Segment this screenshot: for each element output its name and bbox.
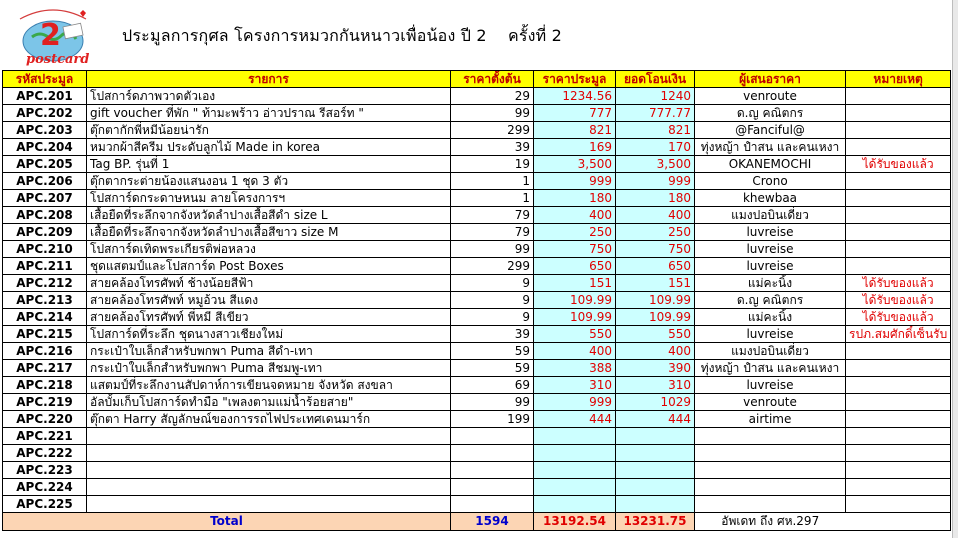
- cell-note[interactable]: [846, 173, 951, 190]
- table-body: [3, 88, 951, 513]
- cell-item[interactable]: [87, 496, 451, 513]
- cell-code[interactable]: APC.221: [3, 428, 87, 445]
- cell-note[interactable]: [846, 462, 951, 479]
- table-row: [3, 462, 951, 479]
- cell-item[interactable]: สายคล้องโทรศัพท์ หมูอ้วน สีแดง: [87, 292, 451, 309]
- cell-bidder[interactable]: แม่คะนิ้ง: [695, 275, 846, 292]
- total-bid-price[interactable]: 13192.54: [534, 513, 616, 531]
- cell-code[interactable]: APC.225: [3, 496, 87, 513]
- column-header-note[interactable]: หมายเหตุ: [846, 71, 951, 88]
- table-row: [3, 241, 951, 258]
- cell-transfer[interactable]: 1240: [616, 88, 695, 105]
- cell-item[interactable]: กระเป๋าใบเล็กสำหรับพกพา Puma สีชมพู-เทา: [87, 360, 451, 377]
- table-row: [3, 309, 951, 326]
- cell-item[interactable]: ตุ๊กตา Harry สัญลักษณ์ของการรถไฟประเทศเดนมาร์ก: [87, 411, 451, 428]
- cell-note[interactable]: [846, 105, 951, 122]
- cell-item[interactable]: โปสการ์ดภาพวาดตัวเอง: [87, 88, 451, 105]
- cell-bidder[interactable]: OKANEMOCHI: [695, 156, 846, 173]
- updated-note[interactable]: อัพเดท ถึง ศห.297: [695, 513, 846, 531]
- cell-bid-price[interactable]: 169: [534, 139, 616, 156]
- table-row: [3, 275, 951, 292]
- cell-bidder[interactable]: ด.ญ คณิตกร: [695, 105, 846, 122]
- cell-note[interactable]: [846, 360, 951, 377]
- cell-note[interactable]: ได้รับของแล้ว: [846, 292, 951, 309]
- cell-bid-price[interactable]: 777: [534, 105, 616, 122]
- cell-bid-price[interactable]: 1234.56: [534, 88, 616, 105]
- cell-note[interactable]: รปภ.สมศักดิ์เซ็นรับ: [846, 326, 951, 343]
- cell-note[interactable]: [846, 428, 951, 445]
- cell-bidder[interactable]: luvreise: [695, 258, 846, 275]
- cell-item[interactable]: โปสการ์ดกระดาษหนม ลายโครงการฯ: [87, 190, 451, 207]
- cell-bid-price[interactable]: 821: [534, 122, 616, 139]
- cell-note[interactable]: [846, 343, 951, 360]
- cell-code[interactable]: APC.216: [3, 343, 87, 360]
- cell-bid-price[interactable]: 999: [534, 394, 616, 411]
- cell-note[interactable]: ได้รับของแล้ว: [846, 309, 951, 326]
- cell-bid-price[interactable]: 750: [534, 241, 616, 258]
- cell-note[interactable]: [846, 207, 951, 224]
- svg-text:2: 2: [40, 18, 61, 53]
- cell-transfer[interactable]: 151: [616, 275, 695, 292]
- cell-item[interactable]: อัลบั้มเก็บโปสการ์ดทำมือ "เพลงตามแม่น้ำร้อยสาย": [87, 394, 451, 411]
- cell-note[interactable]: [846, 258, 951, 275]
- cell-code[interactable]: APC.214: [3, 309, 87, 326]
- cell-item[interactable]: gift voucher ที่พัก " ท้ามะพร้าว อ่าวปราณ รีสอร์ท ": [87, 105, 451, 122]
- cell-bid-price[interactable]: [534, 479, 616, 496]
- blank-cell[interactable]: [846, 513, 951, 531]
- cell-start-price[interactable]: 199: [451, 411, 534, 428]
- cell-code[interactable]: APC.202: [3, 105, 87, 122]
- cell-transfer[interactable]: 180: [616, 190, 695, 207]
- table-row: [3, 411, 951, 428]
- cell-bidder[interactable]: แมงปอบินเดี่ยว: [695, 207, 846, 224]
- postcard-club-logo: [10, 5, 96, 67]
- cell-note[interactable]: [846, 394, 951, 411]
- cell-bidder[interactable]: airtime: [695, 411, 846, 428]
- cell-code[interactable]: APC.220: [3, 411, 87, 428]
- cell-start-price[interactable]: [451, 496, 534, 513]
- table-row: [3, 173, 951, 190]
- cell-bidder[interactable]: @Fanciful@: [695, 122, 846, 139]
- cell-transfer[interactable]: [616, 462, 695, 479]
- cell-start-price[interactable]: 29: [451, 88, 534, 105]
- table-row: [3, 496, 951, 513]
- cell-start-price[interactable]: 99: [451, 394, 534, 411]
- cell-bidder[interactable]: luvreise: [695, 377, 846, 394]
- cell-bidder[interactable]: ด.ญ คณิตกร: [695, 292, 846, 309]
- cell-start-price[interactable]: 79: [451, 207, 534, 224]
- cell-transfer[interactable]: 777.77: [616, 105, 695, 122]
- cell-start-price[interactable]: [451, 445, 534, 462]
- cell-start-price[interactable]: 9: [451, 292, 534, 309]
- cell-code[interactable]: APC.212: [3, 275, 87, 292]
- cell-transfer[interactable]: 444: [616, 411, 695, 428]
- cell-item[interactable]: [87, 479, 451, 496]
- cell-bid-price[interactable]: [534, 462, 616, 479]
- cell-item[interactable]: โปสการ์ดที่ระลึก ชุดนางสาวเชียงใหม่: [87, 326, 451, 343]
- cell-note[interactable]: [846, 411, 951, 428]
- cell-transfer[interactable]: 390: [616, 360, 695, 377]
- cell-item[interactable]: โปสการ์ดเทิดพระเกียรติพ่อหลวง: [87, 241, 451, 258]
- table-row: [3, 122, 951, 139]
- cell-transfer[interactable]: 170: [616, 139, 695, 156]
- cell-bid-price[interactable]: 3,500: [534, 156, 616, 173]
- cell-code[interactable]: APC.206: [3, 173, 87, 190]
- cell-item[interactable]: เสื้อยืดที่ระลึกจากจังหวัดลำปางเสื้อสีดำ size L: [87, 207, 451, 224]
- total-transfer[interactable]: 13231.75: [616, 513, 695, 531]
- cell-start-price[interactable]: 79: [451, 224, 534, 241]
- table-row: [3, 105, 951, 122]
- cell-item[interactable]: สายคล้องโทรศัพท์ ช้างน้อยสีฟ้า: [87, 275, 451, 292]
- cell-bid-price[interactable]: 999: [534, 173, 616, 190]
- table-row: [3, 445, 951, 462]
- column-header-bidder[interactable]: ผู้เสนอราคา: [695, 71, 846, 88]
- cell-bidder[interactable]: [695, 479, 846, 496]
- cell-bid-price[interactable]: 109.99: [534, 309, 616, 326]
- cell-code[interactable]: APC.213: [3, 292, 87, 309]
- cell-code[interactable]: APC.217: [3, 360, 87, 377]
- cell-item[interactable]: แสตมป์ที่ระลึกงานสัปดาห์การเขียนจดหมาย จังหวัด สงขลา: [87, 377, 451, 394]
- cell-transfer[interactable]: 821: [616, 122, 695, 139]
- cell-item[interactable]: Tag BP. รุ่นที่ 1: [87, 156, 451, 173]
- cell-bid-price[interactable]: 400: [534, 207, 616, 224]
- cell-bidder[interactable]: venroute: [695, 88, 846, 105]
- cell-bidder[interactable]: แม่คะนิ้ง: [695, 309, 846, 326]
- table-row: [3, 394, 951, 411]
- cell-note[interactable]: [846, 190, 951, 207]
- cell-transfer[interactable]: 1029: [616, 394, 695, 411]
- cell-bidder[interactable]: luvreise: [695, 241, 846, 258]
- window-edge: [952, 0, 958, 538]
- table-row: [3, 224, 951, 241]
- cell-item[interactable]: [87, 462, 451, 479]
- cell-note[interactable]: [846, 88, 951, 105]
- cell-start-price[interactable]: 39: [451, 139, 534, 156]
- cell-start-price[interactable]: 69: [451, 377, 534, 394]
- cell-bidder[interactable]: [695, 445, 846, 462]
- cell-code[interactable]: APC.211: [3, 258, 87, 275]
- table-row: [3, 479, 951, 496]
- cell-start-price[interactable]: 99: [451, 241, 534, 258]
- cell-transfer[interactable]: [616, 428, 695, 445]
- cell-code[interactable]: APC.207: [3, 190, 87, 207]
- cell-bidder[interactable]: ทุ่งหญ้า ปำสน และคนเหงา: [695, 360, 846, 377]
- cell-start-price[interactable]: 9: [451, 309, 534, 326]
- cell-start-price[interactable]: 39: [451, 326, 534, 343]
- cell-item[interactable]: สายคล้องโทรศัพท์ พี่หมี สีเขียว: [87, 309, 451, 326]
- table-row: [3, 139, 951, 156]
- cell-start-price[interactable]: 59: [451, 360, 534, 377]
- cell-start-price[interactable]: 299: [451, 258, 534, 275]
- cell-transfer[interactable]: [616, 445, 695, 462]
- cell-code[interactable]: APC.219: [3, 394, 87, 411]
- cell-transfer[interactable]: 999: [616, 173, 695, 190]
- cell-transfer[interactable]: 400: [616, 207, 695, 224]
- table-row: [3, 377, 951, 394]
- cell-item[interactable]: ตุ๊กตากระต่ายน้องแสนงอน 1 ชุด 3 ตัว: [87, 173, 451, 190]
- total-row: [3, 513, 951, 531]
- cell-note[interactable]: ได้รับของแล้ว: [846, 156, 951, 173]
- cell-transfer[interactable]: 3,500: [616, 156, 695, 173]
- cell-item[interactable]: [87, 428, 451, 445]
- cell-item[interactable]: [87, 445, 451, 462]
- total-label[interactable]: Total: [3, 513, 451, 531]
- table-row: [3, 88, 951, 105]
- cell-bid-price[interactable]: 550: [534, 326, 616, 343]
- cell-item[interactable]: ตุ๊กตากักพี่หมีน้อยน่ารัก: [87, 122, 451, 139]
- cell-bid-price[interactable]: 388: [534, 360, 616, 377]
- cell-code[interactable]: APC.215: [3, 326, 87, 343]
- cell-note[interactable]: [846, 139, 951, 156]
- table-row: [3, 326, 951, 343]
- cell-code[interactable]: APC.209: [3, 224, 87, 241]
- cell-start-price[interactable]: 299: [451, 122, 534, 139]
- cell-note[interactable]: [846, 224, 951, 241]
- cell-note[interactable]: [846, 241, 951, 258]
- cell-start-price[interactable]: [451, 428, 534, 445]
- cell-bidder[interactable]: [695, 462, 846, 479]
- cell-start-price[interactable]: 99: [451, 105, 534, 122]
- cell-start-price[interactable]: 59: [451, 343, 534, 360]
- header-row: [3, 71, 951, 88]
- total-start-price[interactable]: 1594: [451, 513, 534, 531]
- cell-bid-price[interactable]: [534, 496, 616, 513]
- cell-transfer[interactable]: 250: [616, 224, 695, 241]
- table-row: [3, 207, 951, 224]
- column-header-transfer[interactable]: ยอดโอนเงิน: [616, 71, 695, 88]
- cell-bidder[interactable]: Crono: [695, 173, 846, 190]
- table-row: [3, 156, 951, 173]
- cell-transfer[interactable]: 550: [616, 326, 695, 343]
- cell-bid-price[interactable]: 250: [534, 224, 616, 241]
- cell-bidder[interactable]: luvreise: [695, 224, 846, 241]
- sheet-header: [0, 0, 958, 70]
- cell-transfer[interactable]: [616, 496, 695, 513]
- cell-code[interactable]: APC.201: [3, 88, 87, 105]
- cell-transfer[interactable]: 400: [616, 343, 695, 360]
- cell-bidder[interactable]: venroute: [695, 394, 846, 411]
- cell-transfer[interactable]: [616, 479, 695, 496]
- cell-code[interactable]: APC.204: [3, 139, 87, 156]
- cell-start-price[interactable]: 1: [451, 173, 534, 190]
- column-header-start-price[interactable]: ราคาตั้งต้น: [451, 71, 534, 88]
- column-header-code[interactable]: รหัสประมูล: [3, 71, 87, 88]
- cell-item[interactable]: หมวกผ้าสีครีม ประดับลูกไม้ Made in korea: [87, 139, 451, 156]
- cell-note[interactable]: [846, 496, 951, 513]
- cell-transfer[interactable]: 750: [616, 241, 695, 258]
- cell-code[interactable]: APC.223: [3, 462, 87, 479]
- cell-transfer[interactable]: 650: [616, 258, 695, 275]
- cell-start-price[interactable]: 9: [451, 275, 534, 292]
- cell-note[interactable]: [846, 377, 951, 394]
- table-row: [3, 292, 951, 309]
- cell-transfer[interactable]: 310: [616, 377, 695, 394]
- cell-note[interactable]: [846, 445, 951, 462]
- cell-bidder[interactable]: [695, 496, 846, 513]
- auction-spreadsheet: [2, 70, 951, 531]
- cell-code[interactable]: APC.203: [3, 122, 87, 139]
- cell-transfer[interactable]: 109.99: [616, 309, 695, 326]
- cell-item[interactable]: เสื้อยืดที่ระลึกจากจังหวัดลำปางเสื้อสีขาว size M: [87, 224, 451, 241]
- cell-bid-price[interactable]: 151: [534, 275, 616, 292]
- cell-transfer[interactable]: 109.99: [616, 292, 695, 309]
- cell-bidder[interactable]: [695, 428, 846, 445]
- cell-note[interactable]: [846, 122, 951, 139]
- cell-code[interactable]: APC.205: [3, 156, 87, 173]
- cell-bid-price[interactable]: [534, 428, 616, 445]
- cell-bidder[interactable]: luvreise: [695, 326, 846, 343]
- cell-item[interactable]: ชุดแสตมป์และโปสการ์ด Post Boxes: [87, 258, 451, 275]
- page-title: ประมูลการกุศล โครงการหมวกกันหนาวเพื่อน้อง ปี 2 ครั้งที่ 2: [122, 26, 563, 45]
- cell-bidder[interactable]: khewbaa: [695, 190, 846, 207]
- cell-code[interactable]: APC.218: [3, 377, 87, 394]
- cell-start-price[interactable]: [451, 479, 534, 496]
- cell-code[interactable]: APC.222: [3, 445, 87, 462]
- column-header-bid-price[interactable]: ราคาประมูล: [534, 71, 616, 88]
- cell-note[interactable]: ได้รับของแล้ว: [846, 275, 951, 292]
- cell-bidder[interactable]: แมงปอบินเดี่ยว: [695, 343, 846, 360]
- cell-start-price[interactable]: [451, 462, 534, 479]
- cell-bid-price[interactable]: 109.99: [534, 292, 616, 309]
- cell-bid-price[interactable]: 650: [534, 258, 616, 275]
- cell-code[interactable]: APC.224: [3, 479, 87, 496]
- cell-bid-price[interactable]: 400: [534, 343, 616, 360]
- table-row: [3, 360, 951, 377]
- cell-code[interactable]: APC.208: [3, 207, 87, 224]
- cell-code[interactable]: APC.210: [3, 241, 87, 258]
- cell-bid-price[interactable]: 444: [534, 411, 616, 428]
- cell-bid-price[interactable]: 180: [534, 190, 616, 207]
- table-row: [3, 258, 951, 275]
- cell-bid-price[interactable]: [534, 445, 616, 462]
- cell-item[interactable]: กระเป๋าใบเล็กสำหรับพกพา Puma สีดำ-เทา: [87, 343, 451, 360]
- cell-start-price[interactable]: 19: [451, 156, 534, 173]
- table-row: [3, 428, 951, 445]
- svg-text:postcard: postcard: [26, 52, 90, 67]
- cell-bidder[interactable]: ทุ่งหญ้า ปำสน และคนเหงา: [695, 139, 846, 156]
- cell-note[interactable]: [846, 479, 951, 496]
- column-header-item[interactable]: รายการ: [87, 71, 451, 88]
- table-row: [3, 343, 951, 360]
- cell-start-price[interactable]: 1: [451, 190, 534, 207]
- cell-bid-price[interactable]: 310: [534, 377, 616, 394]
- table-row: [3, 190, 951, 207]
